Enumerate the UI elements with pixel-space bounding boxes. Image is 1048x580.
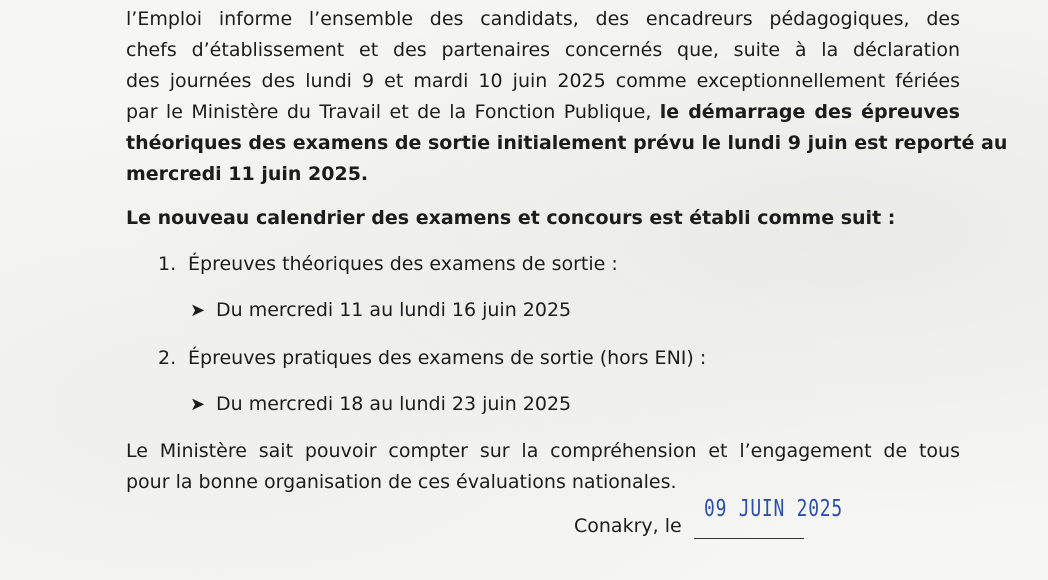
date-blank-line (694, 538, 804, 539)
intro-text-bold: le démarrage des épreuves (659, 101, 960, 123)
item-number: 1. (158, 253, 177, 275)
intro-line-bold: mercredi 11 juin 2025. (126, 163, 369, 185)
item-number: 2. (158, 347, 177, 369)
item-title: Épreuves théoriques des examens de sortie : (188, 253, 618, 275)
list-item-1 (158, 250, 618, 278)
sub-item-text: Du mercredi 18 au lundi 23 juin 2025 (216, 393, 572, 415)
arrowhead-icon: ➤ (190, 394, 206, 415)
item-title: Épreuves pratiques des examens de sortie (hors ENI) : (188, 347, 707, 369)
sub-item-1 (190, 296, 571, 325)
intro-line: des journées des lundi 9 et mardi 10 juin 2025 comme exceptionnellement fériées (126, 70, 960, 92)
intro-line: l’Emploi informe l’ensemble des candidats, des encadreurs pédagogiques, des (126, 8, 960, 30)
calendar-heading: Le nouveau calendrier des examens et concours est établi comme suit : (126, 207, 896, 229)
closing-paragraph (126, 436, 960, 498)
date-stamp: 09 JUIN 2025 (704, 496, 843, 522)
sub-item-2 (190, 390, 571, 419)
signoff-place: Conakry, le (574, 515, 682, 537)
list-item-2 (158, 344, 706, 372)
arrowhead-icon: ➤ (190, 300, 206, 321)
sub-item-text: Du mercredi 11 au lundi 16 juin 2025 (216, 299, 572, 321)
closing-line: Le Ministère sait pouvoir compter sur la compréhension et l’engagement de tous (126, 440, 960, 462)
closing-line: pour la bonne organisation de ces évaluations nationales. (126, 471, 677, 493)
intro-line (126, 97, 960, 128)
intro-text-plain: par le Ministère du Travail et de la Fonction Publique, (126, 101, 652, 123)
intro-paragraph (126, 4, 1008, 190)
intro-line: chefs d’établissement et des partenaires concernés que, suite à la déclaration (126, 39, 960, 61)
intro-line-bold: théoriques des examens de sortie initialement prévu le lundi 9 juin est reporté au (126, 132, 1008, 154)
